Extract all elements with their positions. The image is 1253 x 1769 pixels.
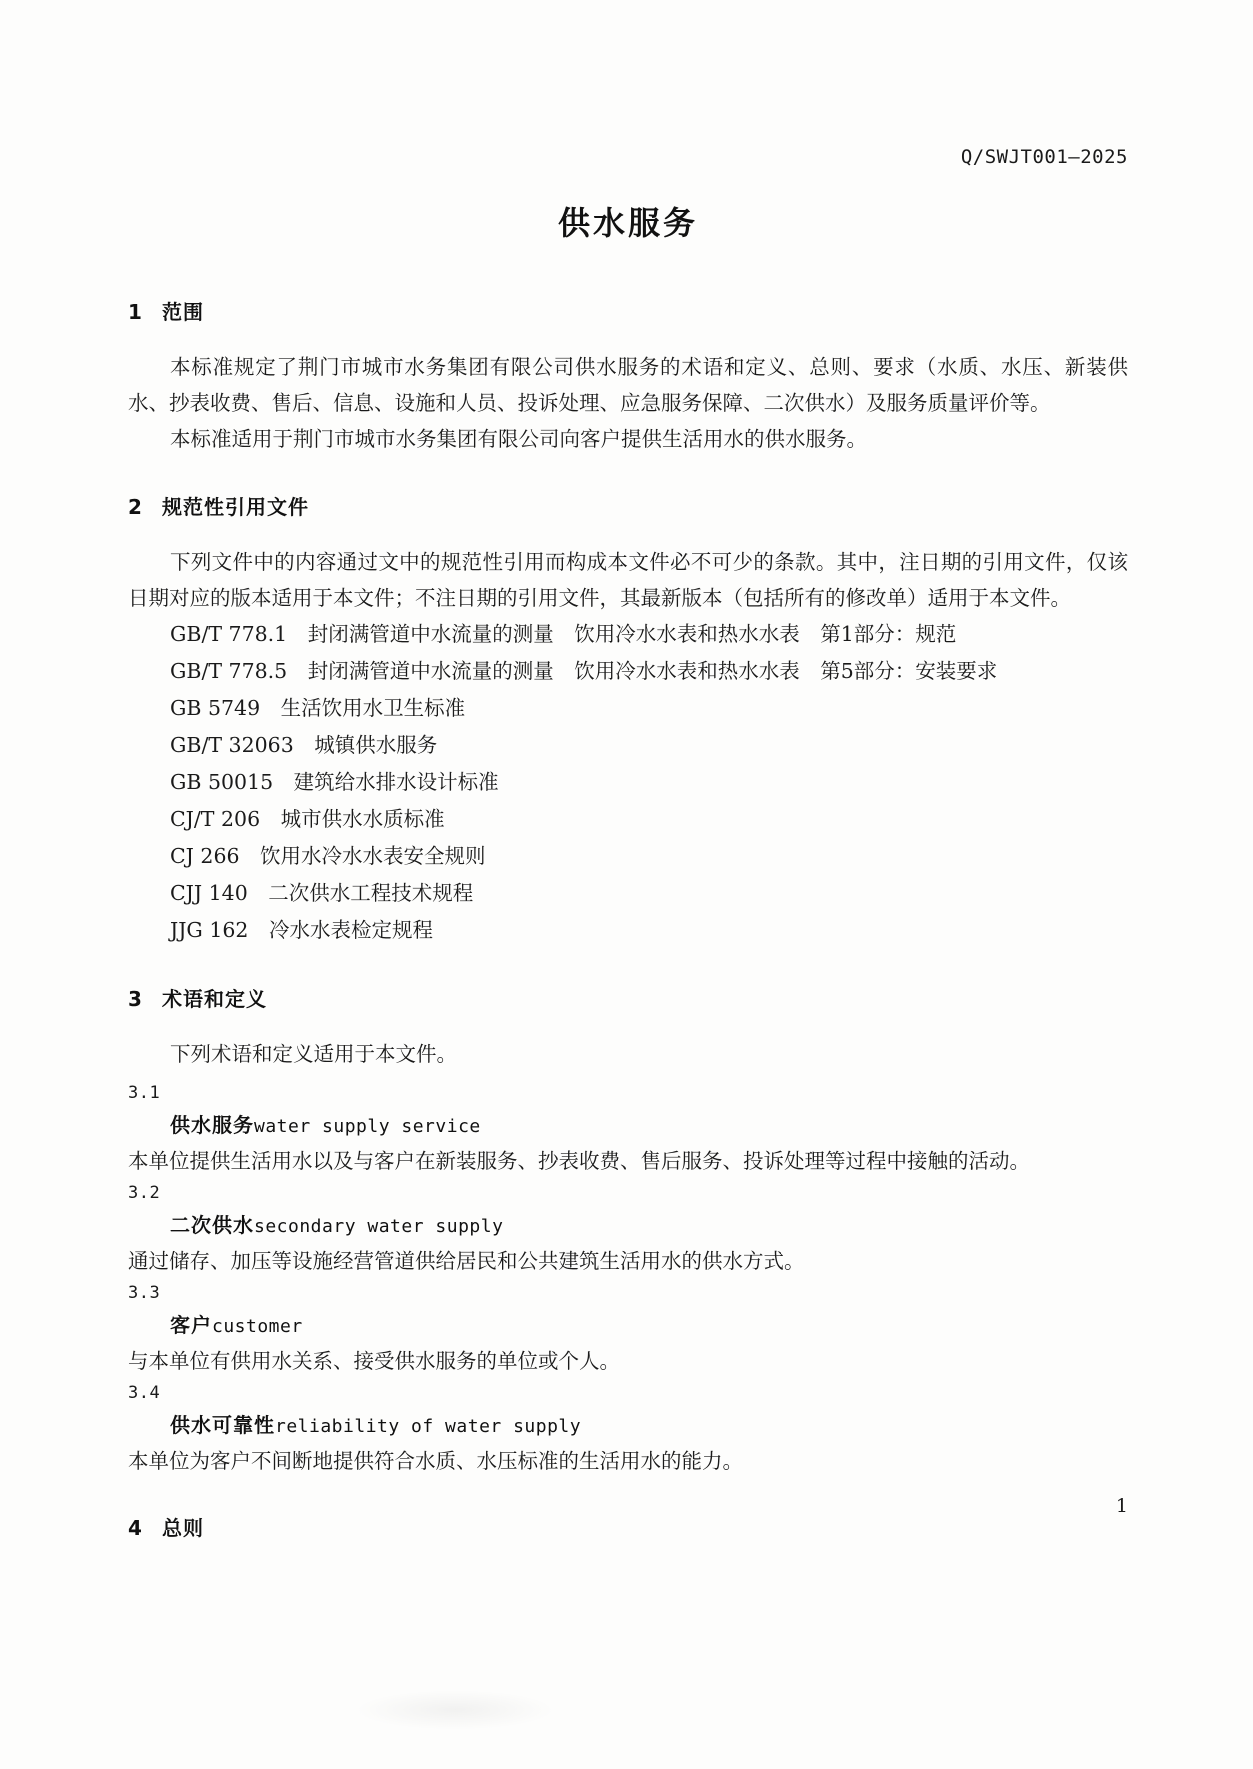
term-name-en: secondary water supply xyxy=(254,1216,504,1237)
term-number: 3.4 xyxy=(128,1383,161,1403)
section-number-scope: 1 xyxy=(128,300,143,324)
list-item: CJ 266 饮用水冷水水表安全规则 xyxy=(170,844,486,868)
list-item: GB 50015 建筑给水排水设计标准 xyxy=(170,770,499,794)
section-title-normative-references: 规范性引用文件 xyxy=(162,495,309,519)
list-item: GB/T 778.1 封闭满管道中水流量的测量 饮用冷水水表和热水水表 第1部分：规范 xyxy=(170,622,957,646)
section-heading-scope xyxy=(128,296,1128,325)
section-number-terms: 3 xyxy=(128,987,143,1011)
term-definition: 本单位提供生活用水以及与客户在新装服务、抄表收费、售后服务、投诉处理等过程中接触的活动。 xyxy=(128,1149,1030,1173)
scope-paragraph-1: 本标准规定了荆门市城市水务集团有限公司供水服务的术语和定义、总则、要求（水质、水压、新装供水、抄表收费、售后、信息、设施和人员、投诉处理、应急服务保障、二次供水）及服务质量评价等。 xyxy=(128,355,1128,415)
section-heading-normative-references xyxy=(128,491,1128,520)
term-definition: 通过储存、加压等设施经营管道供给居民和公共建筑生活用水的供水方式。 xyxy=(128,1249,805,1273)
section-title-general: 总则 xyxy=(162,1516,204,1540)
terms-intro: 下列术语和定义适用于本文件。 xyxy=(170,1042,457,1066)
list-item: GB/T 32063 城镇供水服务 xyxy=(170,733,438,757)
term-name-cn: 供水服务 xyxy=(170,1113,254,1137)
term-name xyxy=(128,1108,1128,1144)
term-name-en: water supply service xyxy=(254,1116,481,1137)
list-item: JJG 162 冷水水表检定规程 xyxy=(170,918,433,942)
term-name-cn: 客户 xyxy=(170,1313,212,1337)
list-item: GB/T 778.5 封闭满管道中水流量的测量 饮用冷水水表和热水水表 第5部分：安装要求 xyxy=(170,659,998,683)
section-title-scope: 范围 xyxy=(162,300,204,324)
term-number: 3.3 xyxy=(128,1283,161,1303)
term-name xyxy=(128,1408,1128,1444)
paper-watermark xyxy=(355,1690,555,1730)
term-name-en: customer xyxy=(212,1316,303,1337)
term-name-cn: 二次供水 xyxy=(170,1213,254,1237)
term-definition: 与本单位有供用水关系、接受供水服务的单位或个人。 xyxy=(128,1349,620,1373)
page-number: 1 xyxy=(1115,1495,1128,1517)
normative-reference-list xyxy=(128,616,1128,949)
scope-paragraph-2: 本标准适用于荆门市城市水务集团有限公司向客户提供生活用水的供水服务。 xyxy=(170,427,867,451)
list-item: CJJ 140 二次供水工程技术规程 xyxy=(170,881,474,905)
section-heading-terms xyxy=(128,983,1128,1012)
normative-references-intro: 下列文件中的内容通过文中的规范性引用而构成本文件必不可少的条款。其中，注日期的引用文件，仅该日期对应的版本适用于本文件；不注日期的引用文件，其最新版本（包括所有的修改单）适用于本文件。 xyxy=(128,550,1128,610)
term-name-cn: 供水可靠性 xyxy=(170,1413,275,1437)
standard-code-header: Q/SWJT001—2025 xyxy=(960,146,1128,168)
term-name xyxy=(128,1208,1128,1244)
term-number: 3.1 xyxy=(128,1083,161,1103)
document-body xyxy=(128,296,1128,1541)
term-name-en: reliability of water supply xyxy=(275,1416,582,1437)
document-title: 供水服务 xyxy=(557,204,698,242)
page-content xyxy=(128,0,1128,1769)
section-number-normative-references: 2 xyxy=(128,495,143,519)
term-number: 3.2 xyxy=(128,1183,161,1203)
section-number-general: 4 xyxy=(128,1516,143,1540)
section-heading-general xyxy=(128,1512,1128,1541)
list-item: CJ/T 206 城市供水水质标准 xyxy=(170,807,445,831)
list-item: GB 5749 生活饮用水卫生标准 xyxy=(170,696,466,720)
term-definition: 本单位为客户不间断地提供符合水质、水压标准的生活用水的能力。 xyxy=(128,1449,743,1473)
section-title-terms: 术语和定义 xyxy=(162,987,267,1011)
term-name xyxy=(128,1308,1128,1344)
